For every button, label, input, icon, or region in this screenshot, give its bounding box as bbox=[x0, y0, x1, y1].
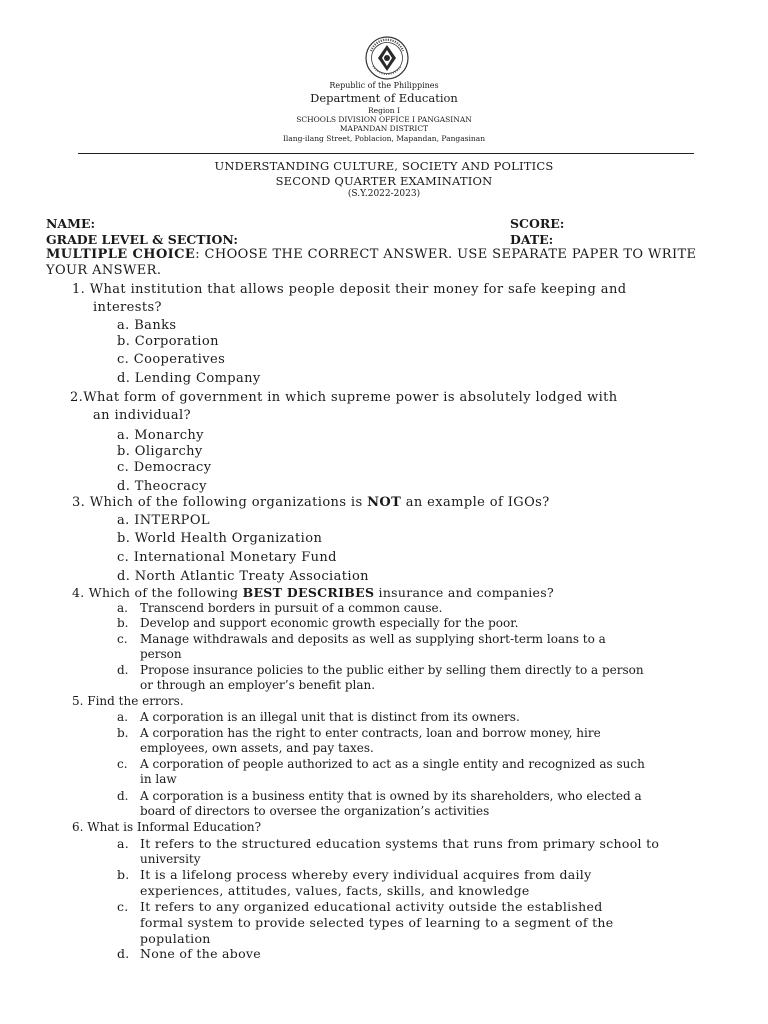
choice-2d: d. Theocracy bbox=[117, 479, 207, 494]
choice-1b: b. Corporation bbox=[117, 334, 219, 349]
header-division: SCHOOLS DIVISION OFFICE I PANGASINAN bbox=[296, 115, 472, 124]
choice-3a: a. INTERPOL bbox=[117, 513, 210, 528]
deped-seal-icon bbox=[365, 36, 409, 80]
choice-5c-letter: c. bbox=[117, 757, 128, 771]
question-2-cont: an individual? bbox=[93, 408, 191, 423]
question-3-post: an example of IGOs? bbox=[401, 495, 550, 510]
header-divider bbox=[78, 153, 694, 154]
choice-3c: c. International Monetary Fund bbox=[117, 550, 337, 565]
question-4 bbox=[72, 585, 554, 600]
exam-title: SECOND QUARTER EXAMINATION bbox=[275, 174, 493, 188]
choice-4c: Manage withdrawals and deposits as well as supplying short-term loans to a bbox=[140, 632, 606, 646]
choice-4d-letter: d. bbox=[117, 663, 129, 677]
question-4-post: insurance and companies? bbox=[374, 585, 554, 600]
choice-6b-cont: experiences, attitudes, values, facts, skills, and knowledge bbox=[140, 883, 530, 898]
choice-4a-letter: a. bbox=[117, 601, 128, 615]
choice-3d: d. North Atlantic Treaty Association bbox=[117, 569, 369, 584]
question-2: 2.What form of government in which supreme power is absolutely lodged with bbox=[70, 390, 618, 405]
choice-6b-letter: b. bbox=[117, 867, 130, 882]
choice-6d-letter: d. bbox=[117, 946, 130, 961]
choice-6b: It is a lifelong process whereby every individual acquires from daily bbox=[140, 867, 592, 882]
school-year: (S.Y.2022-2023) bbox=[347, 189, 421, 199]
question-5: 5. Find the errors. bbox=[72, 694, 184, 708]
choice-6a-cont: university bbox=[140, 852, 201, 866]
header-district: MAPANDAN DISTRICT bbox=[339, 124, 429, 133]
question-1-cont: interests? bbox=[93, 300, 162, 315]
choice-6c-cont2: population bbox=[140, 931, 211, 946]
choice-6d: None of the above bbox=[140, 946, 261, 961]
choice-1a: a. Banks bbox=[117, 318, 177, 333]
choice-5b-cont: employees, own assets, and pay taxes. bbox=[140, 741, 374, 755]
choice-5c-cont: in law bbox=[140, 772, 177, 786]
choice-4b-letter: b. bbox=[117, 616, 129, 630]
choice-6a-letter: a. bbox=[117, 836, 130, 851]
question-3 bbox=[72, 495, 550, 510]
choice-5b-letter: b. bbox=[117, 726, 129, 740]
choice-6a: It refers to the structured education systems that runs from primary school to bbox=[140, 836, 660, 851]
header-department: Department of Education bbox=[310, 91, 458, 105]
choice-4c-letter: c. bbox=[117, 632, 128, 646]
choice-6c-cont: formal system to provide selected types of learning to a segment of the bbox=[140, 915, 614, 930]
choice-4d-cont: or through an employer’s benefit plan. bbox=[140, 678, 376, 692]
choice-1d: d. Lending Company bbox=[117, 371, 261, 386]
exam-subject: UNDERSTANDING CULTURE, SOCIETY AND POLITICS bbox=[214, 159, 554, 173]
choice-4c-cont: person bbox=[140, 647, 182, 661]
header-address: Ilang-ilang Street, Poblacion, Mapandan, Pangasinan bbox=[282, 134, 486, 143]
choice-6c-letter: c. bbox=[117, 899, 129, 914]
choice-2b: b. Oligarchy bbox=[117, 444, 203, 459]
choice-3b: b. World Health Organization bbox=[117, 531, 323, 546]
question-4-emphasis: BEST DESCRIBES bbox=[242, 585, 375, 600]
instructions bbox=[46, 247, 720, 262]
instructions-text-cont: YOUR ANSWER. bbox=[46, 263, 162, 278]
question-3-emphasis: NOT bbox=[367, 495, 402, 510]
instructions-label: MULTIPLE CHOICE bbox=[46, 247, 196, 262]
choice-5d-letter: d. bbox=[117, 789, 129, 803]
question-6: 6. What is Informal Education? bbox=[72, 820, 262, 834]
grade-section-label: GRADE LEVEL & SECTION: bbox=[46, 232, 238, 247]
choice-4a: Transcend borders in pursuit of a common cause. bbox=[140, 601, 443, 615]
header-republic: Republic of the Philippines bbox=[329, 81, 439, 90]
choice-6c: It refers to any organized educational activity outside the established bbox=[140, 899, 603, 914]
choice-5a: A corporation is an illegal unit that is distinct from its owners. bbox=[140, 710, 520, 724]
choice-4d: Propose insurance policies to the public either by selling them directly to a person bbox=[140, 663, 644, 677]
question-1: 1. What institution that allows people deposit their money for safe keeping and bbox=[72, 282, 627, 297]
question-3-pre: 3. Which of the following organizations is bbox=[72, 495, 368, 510]
choice-5d: A corporation is a business entity that is owned by its shareholders, who elected a bbox=[140, 789, 642, 803]
choice-5d-cont: board of directors to oversee the organization’s activities bbox=[140, 804, 490, 818]
question-4-pre: 4. Which of the following bbox=[72, 585, 243, 600]
name-label: NAME: bbox=[46, 216, 96, 231]
instructions-text: : CHOOSE THE CORRECT ANSWER. USE SEPARATE PAPER TO WRITE bbox=[195, 247, 697, 262]
date-label: DATE: bbox=[510, 232, 554, 247]
choice-1c: c. Cooperatives bbox=[117, 352, 226, 367]
choice-2a: a. Monarchy bbox=[117, 428, 204, 443]
choice-5a-letter: a. bbox=[117, 710, 128, 724]
choice-5c: A corporation of people authorized to act as a single entity and recognized as such bbox=[140, 757, 645, 771]
choice-2c: c. Democracy bbox=[117, 460, 212, 475]
choice-4b: Develop and support economic growth especially for the poor. bbox=[140, 616, 519, 630]
header-region: Region I bbox=[368, 106, 400, 115]
score-label: SCORE: bbox=[510, 216, 565, 231]
choice-5b: A corporation has the right to enter contracts, loan and borrow money, hire bbox=[140, 726, 601, 740]
